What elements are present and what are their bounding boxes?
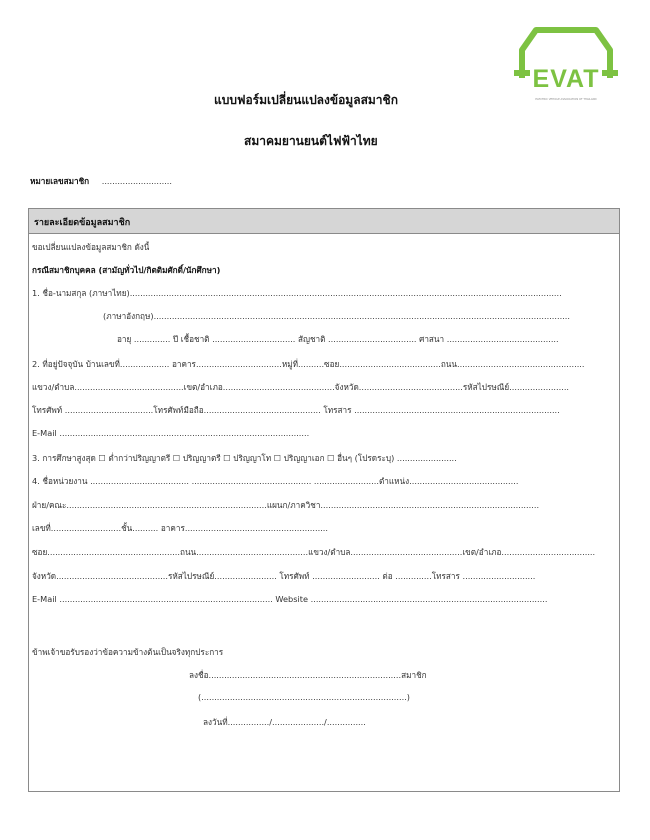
printed-name-line[interactable]: (...............................................................................) (198, 692, 410, 702)
logo-caption: ELECTRIC VEHICLE ASSOCIATION OF THAILAND (535, 98, 597, 101)
name-english-field[interactable]: (ภาษาอังกฤษ)................................................................................................................................................................ (103, 311, 571, 321)
logo-text: EVAT (532, 65, 600, 93)
case-heading: กรณีสมาชิกบุคคล (สามัญทั่วไป/กิตติมศักดิ์/นักศึกษา) (32, 265, 221, 275)
work-building-field[interactable]: เลขที่...........................ชั้น.......... อาคาร....................................................... (32, 523, 328, 533)
member-number-field[interactable]: ........................... (101, 176, 172, 186)
form-title: แบบฟอร์มเปลี่ยนแปลงข้อมูลสมาชิก (214, 93, 398, 107)
evat-logo (512, 20, 620, 106)
work-email-website-field[interactable]: E-Mail .................................................................................. Website ........................................................................................... (32, 594, 548, 604)
association-name: สมาคมยานยนต์ไฟฟ้าไทย (244, 134, 378, 148)
address-field[interactable]: 2. ที่อยู่ปัจจุบัน บ้านเลขที่................... อาคาร.................................หมู่ที่..........ซอย.......................................ถนน................................................. (32, 359, 585, 369)
certify-text: ข้าพเจ้าขอรับรองว่าข้อความข้างต้นเป็นจริงทุกประการ (32, 647, 224, 657)
name-thai-field[interactable]: 1. ชื่อ-นามสกุล (ภาษาไทย)...................................................................................................................................................................... (32, 288, 562, 298)
signature-line[interactable]: ลงชื่อ..........................................................................สมาชิก (189, 670, 427, 680)
member-number-label: หมายเลขสมาชิก (30, 176, 90, 186)
intro-text: ขอเปลี่ยนแปลงข้อมูลสมาชิก ดังนี้ (32, 242, 150, 252)
phone-field[interactable]: โทรศัพท์ ..................................โทรศัพท์มือถือ............................................. โทรสาร ............................................................................... (32, 405, 560, 415)
department-field[interactable]: ฝ่าย/คณะ.............................................................................แผนก/ภาควิชา.................................................................................... (32, 500, 540, 510)
section-header (29, 209, 619, 234)
section-title: รายละเอียดข้อมูลสมาชิก (34, 218, 131, 228)
email-field[interactable]: E-Mail ................................................................................................ (32, 428, 310, 438)
education-field[interactable]: 3. การศึกษาสูงสุด ☐ ต่ำกว่าปริญญาตรี ☐ ปริญญาตรี ☐ ปริญญาโท ☐ ปริญญาเอก ☐ อื่นๆ (โปรดระบุ) ....................... (32, 453, 457, 463)
work-address-field[interactable]: ซอย...................................................ถนน...........................................แขวง/ตำบล...........................................เขต/อำเภอ.................................... (32, 547, 596, 557)
district-field[interactable]: แขวง/ตำบล..........................................เขต/อำเภอ...........................................จังหวัด........................................รหัสไปรษณีย์....................... (32, 382, 570, 392)
member-number-row (30, 175, 172, 188)
organization-field[interactable]: 4. ชื่อหน่วยงาน ...................................... .............................................. .........................ตำแหน่ง.......................................... (32, 476, 519, 486)
work-contact-field[interactable]: จังหวัด...........................................รหัสไปรษณีย์........................ โทรศัพท์ .......................... ต่อ ..............โทรสาร ............................ (32, 571, 536, 581)
personal-info-field[interactable]: อายุ .............. ปี เชื้อชาติ ................................ สัญชาติ .................................. ศาสนา ........................................... (117, 334, 559, 344)
date-line[interactable]: ลงวันที่................/..................../............... (203, 717, 366, 727)
